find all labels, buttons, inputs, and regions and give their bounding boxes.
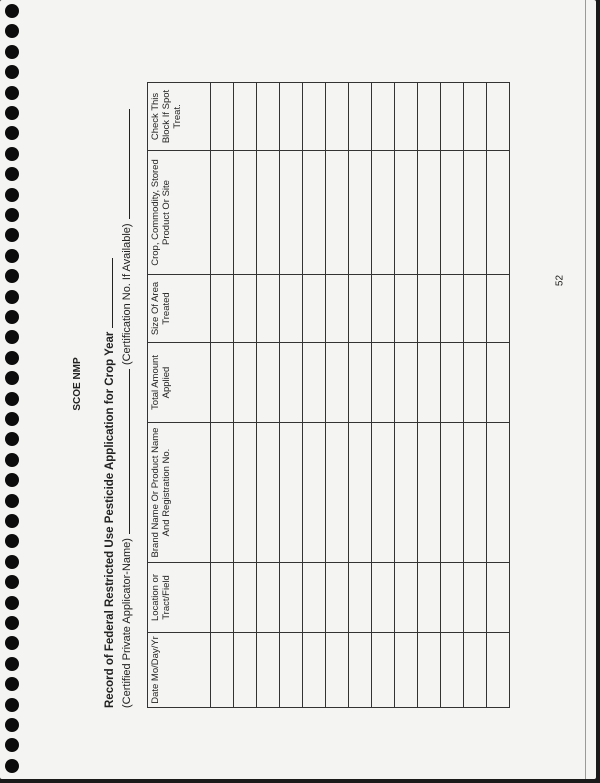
table-cell[interactable] [418,633,441,708]
table-cell[interactable] [280,343,303,423]
binding-hole [5,657,19,671]
binding-hole [5,494,19,508]
binding-hole [5,147,19,161]
table-cell[interactable] [464,275,487,343]
table-cell[interactable] [441,83,464,151]
binding-hole [5,636,19,650]
table-cell[interactable] [280,633,303,708]
table-cell[interactable] [418,83,441,151]
table-cell[interactable] [303,83,326,151]
binding-hole [5,759,19,773]
binding-hole [5,167,19,181]
column-header: Crop, Commodity, Stored Product Or Site [148,151,211,275]
table-cell[interactable] [211,151,234,275]
table-cell[interactable] [280,563,303,633]
crop-year-blank[interactable] [103,258,113,328]
table-cell[interactable] [257,423,280,563]
table-cell[interactable] [303,563,326,633]
table-cell[interactable] [418,423,441,563]
table-row [349,83,372,708]
table-cell[interactable] [326,343,349,423]
table-row [464,83,487,708]
table-cell[interactable] [349,83,372,151]
binding-hole [5,412,19,426]
table-cell[interactable] [303,151,326,275]
table-cell[interactable] [326,423,349,563]
form-title-text: Record of Federal Restricted Use Pesticide Application for Crop Year [104,331,116,708]
table-row [211,83,234,708]
table-cell[interactable] [464,563,487,633]
table-cell[interactable] [372,343,395,423]
table-cell[interactable] [372,563,395,633]
table-cell[interactable] [326,633,349,708]
table-cell[interactable] [395,563,418,633]
binding-hole [5,188,19,202]
table-row [372,83,395,708]
table-row [441,83,464,708]
binding-hole [5,269,19,283]
table-cell[interactable] [211,275,234,343]
table-cell[interactable] [257,83,280,151]
table-cell[interactable] [234,151,257,275]
binding-hole [5,65,19,79]
table-cell[interactable] [464,151,487,275]
table-cell[interactable] [395,151,418,275]
table-row [395,83,418,708]
pesticide-record-table [147,82,510,708]
table-cell[interactable] [441,563,464,633]
table-row [487,83,510,708]
table-cell[interactable] [487,633,510,708]
binding-hole [5,514,19,528]
binding-hole [5,534,19,548]
table-cell[interactable] [211,83,234,151]
table-cell[interactable] [372,633,395,708]
binding-hole [5,4,19,18]
table-cell[interactable] [441,275,464,343]
binding-hole [5,698,19,712]
binding-hole [5,106,19,120]
page-number: 52 [554,274,566,287]
table-cell[interactable] [349,633,372,708]
applicator-line [120,68,133,708]
table-cell[interactable] [395,343,418,423]
certification-blank[interactable] [120,109,130,219]
table-cell[interactable] [257,563,280,633]
table-cell[interactable] [487,343,510,423]
binding-hole [5,432,19,446]
column-header: Size Of Area Treated [148,275,211,343]
table-cell[interactable] [464,83,487,151]
binding-hole [5,596,19,610]
document-header: SCOE NMP [72,357,83,411]
binding-hole [5,45,19,59]
column-header: Total Amount Applied [148,343,211,423]
table-cell[interactable] [464,343,487,423]
table-cell[interactable] [441,343,464,423]
table-cell[interactable] [487,83,510,151]
table-cell[interactable] [326,563,349,633]
table-row [418,83,441,708]
binding-hole [5,228,19,242]
table-cell[interactable] [303,275,326,343]
column-header: Brand Name Or Product Name And Registration No. [148,423,211,563]
page-edge-line [585,0,586,779]
table-cell[interactable] [234,563,257,633]
table-cell[interactable] [234,83,257,151]
table-row [303,83,326,708]
table-cell[interactable] [418,275,441,343]
table-row [326,83,349,708]
table-cell[interactable] [326,275,349,343]
table-cell[interactable] [372,423,395,563]
table-cell[interactable] [257,275,280,343]
table-cell[interactable] [234,275,257,343]
table-cell[interactable] [211,343,234,423]
table-cell[interactable] [487,275,510,343]
applicator-name-blank[interactable] [120,369,130,534]
table-cell[interactable] [372,83,395,151]
table-cell[interactable] [464,633,487,708]
table-row [257,83,280,708]
table-cell[interactable] [257,151,280,275]
binding-hole [5,371,19,385]
binding-hole [5,330,19,344]
table-cell[interactable] [372,151,395,275]
table-cell[interactable] [487,423,510,563]
table-body [211,83,510,708]
binding-hole [5,453,19,467]
table-cell[interactable] [349,423,372,563]
column-header: Date Mo/Day/Yr [148,633,211,708]
table-cell[interactable] [487,151,510,275]
binding-hole [5,616,19,630]
table-cell[interactable] [395,633,418,708]
binding-hole [5,24,19,38]
table-cell[interactable] [303,343,326,423]
binding-hole [5,392,19,406]
table-cell[interactable] [349,151,372,275]
table-cell[interactable] [280,423,303,563]
table-cell[interactable] [418,151,441,275]
table-cell[interactable] [395,423,418,563]
table-cell[interactable] [257,633,280,708]
binding-hole [5,208,19,222]
binding-hole [5,351,19,365]
binding-hole [5,126,19,140]
table-header-row [148,83,211,708]
table-cell[interactable] [326,151,349,275]
table-cell[interactable] [395,83,418,151]
table-cell[interactable] [372,275,395,343]
table-cell[interactable] [464,423,487,563]
table-cell[interactable] [211,633,234,708]
table-cell[interactable] [234,633,257,708]
table-row [280,83,303,708]
binding-hole [5,738,19,752]
binding-hole [5,310,19,324]
binding-hole [5,677,19,691]
table-cell[interactable] [395,275,418,343]
table-cell[interactable] [257,343,280,423]
table-row [234,83,257,708]
column-header: Location or Tract/Field [148,563,211,633]
binding-hole [5,718,19,732]
table-cell[interactable] [303,633,326,708]
table-cell[interactable] [418,343,441,423]
table-cell[interactable] [349,275,372,343]
binding-hole [5,575,19,589]
table-cell[interactable] [487,563,510,633]
rotated-form [72,44,542,724]
table-cell[interactable] [303,423,326,563]
table-cell[interactable] [211,423,234,563]
table-cell[interactable] [280,275,303,343]
table-cell[interactable] [280,83,303,151]
certification-label: (Certification No. If Available) [121,223,133,366]
table-cell[interactable] [418,563,441,633]
table-cell[interactable] [326,83,349,151]
binding-hole [5,473,19,487]
table-cell[interactable] [211,563,234,633]
table-cell[interactable] [441,633,464,708]
table-cell[interactable] [349,343,372,423]
column-header: Check This Block If Spot Treat. [148,83,211,151]
table-cell[interactable] [234,423,257,563]
table-cell[interactable] [234,343,257,423]
binding-hole [5,249,19,263]
binding-hole [5,555,19,569]
table-cell[interactable] [280,151,303,275]
binding-hole [5,290,19,304]
table-cell[interactable] [441,151,464,275]
form-title [103,108,116,708]
applicator-name-label: (Certified Private Applicator-Name) [121,538,133,708]
binding-hole [5,86,19,100]
table-cell[interactable] [349,563,372,633]
spiral-binding [2,0,24,779]
table-cell[interactable] [441,423,464,563]
